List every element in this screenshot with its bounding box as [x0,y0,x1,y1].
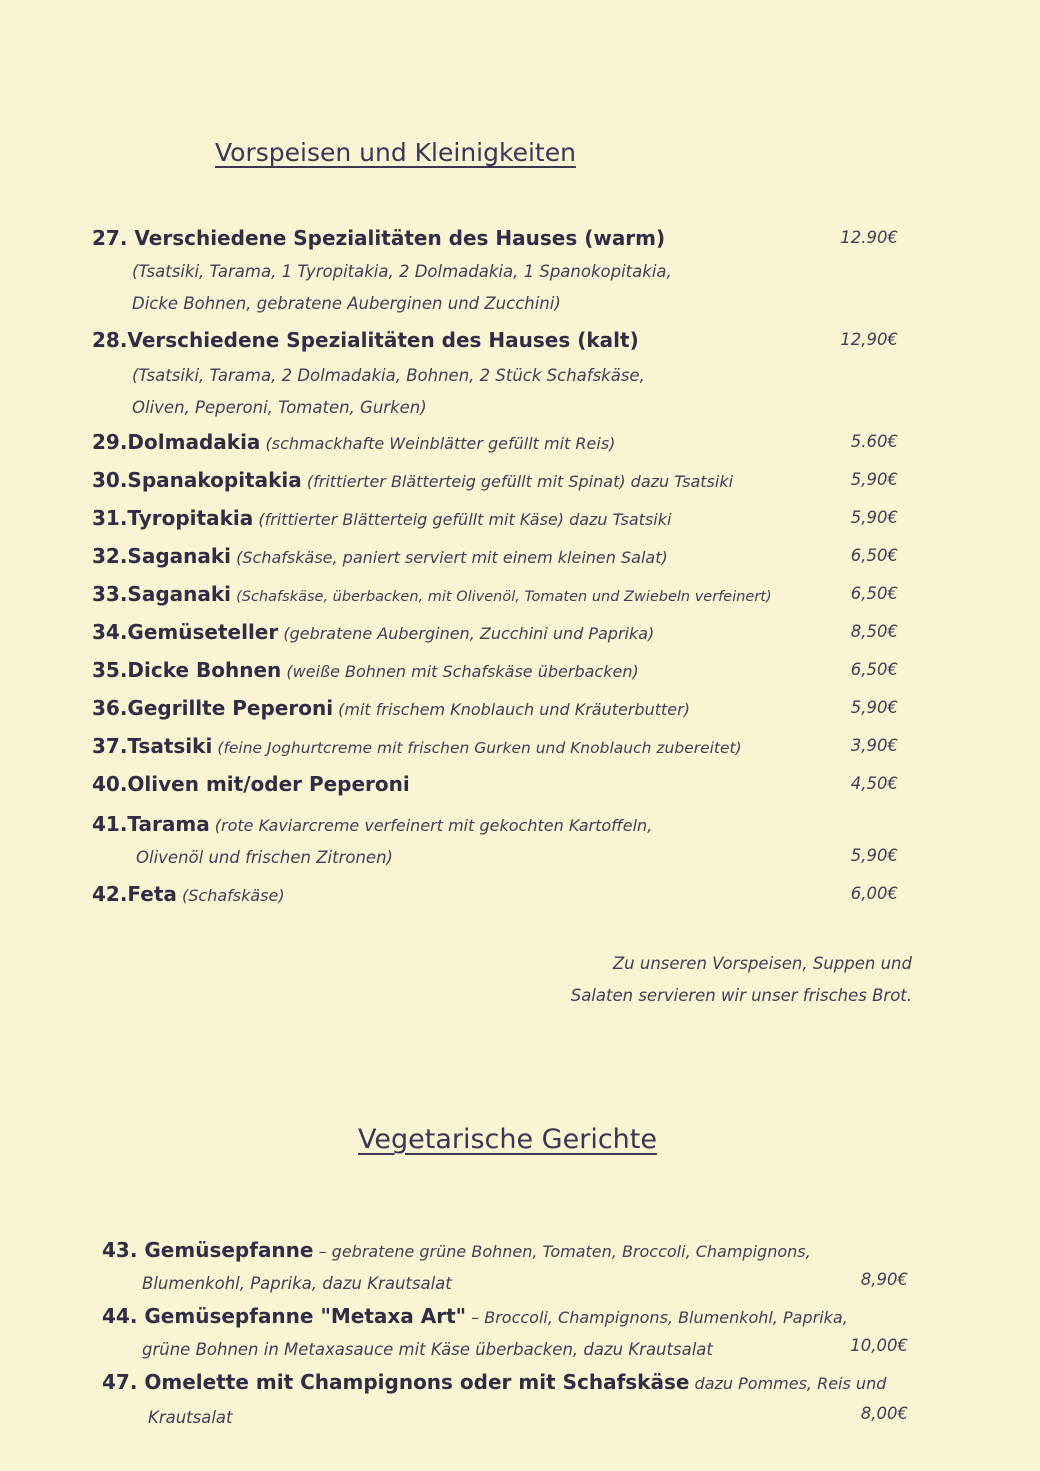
item-price: 5,90€ [850,508,898,527]
item-description: (mit frischem Knoblauch und Kräuterbutter) [338,700,690,719]
item-name: 34.Gemüseteller [92,620,279,644]
item-name: 28.Verschiedene Spezialitäten des Hauses (kalt) [92,328,639,352]
item-name: 33.Saganaki [92,582,232,606]
item-price: 5,90€ [850,698,898,717]
menu-item-28 [92,328,639,362]
item-name: 35.Dicke Bohnen [92,658,282,682]
section-title-vegetarisch: Vegetarische Gerichte [358,1124,657,1155]
item-name: 40.Oliven mit/oder Peperoni [92,772,410,796]
item-description: (frittierter Blätterteig gefüllt mit Käse) dazu Tsatsiki [258,510,672,529]
menu-item-31 [92,506,671,540]
item-description: (schmackhafte Weinblätter gefüllt mit Reis) [265,434,616,453]
item-detail-line: grüne Bohnen in Metaxasauce mit Käse überbacken, dazu Krautsalat [142,1340,713,1359]
menu-item-33 [92,582,772,616]
item-price: 5,90€ [850,846,898,865]
item-name: 42.Feta [92,882,177,906]
menu-item-30 [92,468,733,502]
item-description: – gebratene grüne Bohnen, Tomaten, Broccoli, Champignons, [318,1242,811,1261]
item-price: 8,90€ [860,1270,908,1289]
item-description: (Schafskäse) [182,886,285,905]
menu-item-32 [92,544,668,578]
item-detail-line: Oliven, Peperoni, Tomaten, Gurken) [132,398,427,417]
item-detail-line: Olivenöl und frischen Zitronen) [136,848,393,867]
bread-note-line: Zu unseren Vorspeisen, Suppen und [612,954,912,973]
item-description: (Schafskäse, überbacken, mit Olivenöl, Tomaten und Zwiebeln verfeinert) [236,589,772,605]
menu-item-37 [92,734,742,768]
menu-item-43 [102,1238,811,1272]
item-name: 41.Tarama [92,812,210,836]
menu-item-44 [102,1304,848,1338]
menu-item-42 [92,882,285,916]
item-name: 36.Gegrillte Peperoni [92,696,334,720]
item-name: 44. Gemüsepfanne "Metaxa Art" [102,1304,467,1328]
item-description: – Broccoli, Champignons, Blumenkohl, Paprika, [471,1308,848,1327]
item-name: 47. Omelette mit Champignons oder mit Schafskäse [102,1370,690,1394]
item-detail-line: (Tsatsiki, Tarama, 2 Dolmadakia, Bohnen, 2 Stück Schafskäse, [132,366,645,385]
item-description: (frittierter Blätterteig gefüllt mit Spinat) dazu Tsatsiki [306,472,734,491]
menu-item-27 [92,226,665,260]
item-price: 5.60€ [850,432,898,451]
section-title-vorspeisen: Vorspeisen und Kleinigkeiten [215,138,576,167]
item-price: 6,50€ [850,660,898,679]
menu-item-41 [92,812,652,846]
menu-item-34 [92,620,654,654]
item-name: 37.Tsatsiki [92,734,213,758]
menu-item-35 [92,658,639,692]
item-detail-line: (Tsatsiki, Tarama, 1 Tyropitakia, 2 Dolmadakia, 1 Spanokopitakia, [132,262,672,281]
item-price: 6,00€ [850,884,898,903]
item-name: 27. Verschiedene Spezialitäten des Hauses (warm) [92,226,666,250]
item-price: 5,90€ [850,470,898,489]
item-description: (rote Kaviarcreme verfeinert mit gekochten Kartoffeln, [214,816,653,835]
item-name: 31.Tyropitakia [92,506,254,530]
item-description: (gebratene Auberginen, Zucchini und Paprika) [283,624,655,643]
item-description: (weiße Bohnen mit Schafskäse überbacken) [286,662,639,681]
item-description: dazu Pommes, Reis und [694,1374,887,1393]
item-description: (feine Joghurtcreme mit frischen Gurken und Knoblauch zubereitet) [217,739,742,757]
item-name: 30.Spanakopitakia [92,468,302,492]
item-name: 29.Dolmadakia [92,430,261,454]
item-price: 3,90€ [850,736,898,755]
item-detail-line: Krautsalat [148,1408,233,1427]
bread-note-line: Salaten servieren wir unser frisches Brot. [570,986,912,1005]
menu-item-40 [92,772,410,806]
item-detail-line: Blumenkohl, Paprika, dazu Krautsalat [142,1274,452,1293]
item-price: 12.90€ [840,228,898,247]
item-price: 12,90€ [840,330,898,349]
item-price: 4,50€ [850,774,898,793]
item-detail-line: Dicke Bohnen, gebratene Auberginen und Zucchini) [132,294,561,313]
item-price: 10,00€ [850,1336,908,1355]
menu-item-36 [92,696,690,730]
item-name: 43. Gemüsepfanne [102,1238,314,1262]
item-description: (Schafskäse, paniert serviert mit einem kleinen Salat) [236,548,668,567]
item-price: 8,50€ [850,622,898,641]
menu-item-29 [92,430,615,464]
menu-item-47 [102,1370,886,1404]
item-price: 6,50€ [850,546,898,565]
item-price: 8,00€ [860,1404,908,1423]
item-price: 6,50€ [850,584,898,603]
item-name: 32.Saganaki [92,544,232,568]
